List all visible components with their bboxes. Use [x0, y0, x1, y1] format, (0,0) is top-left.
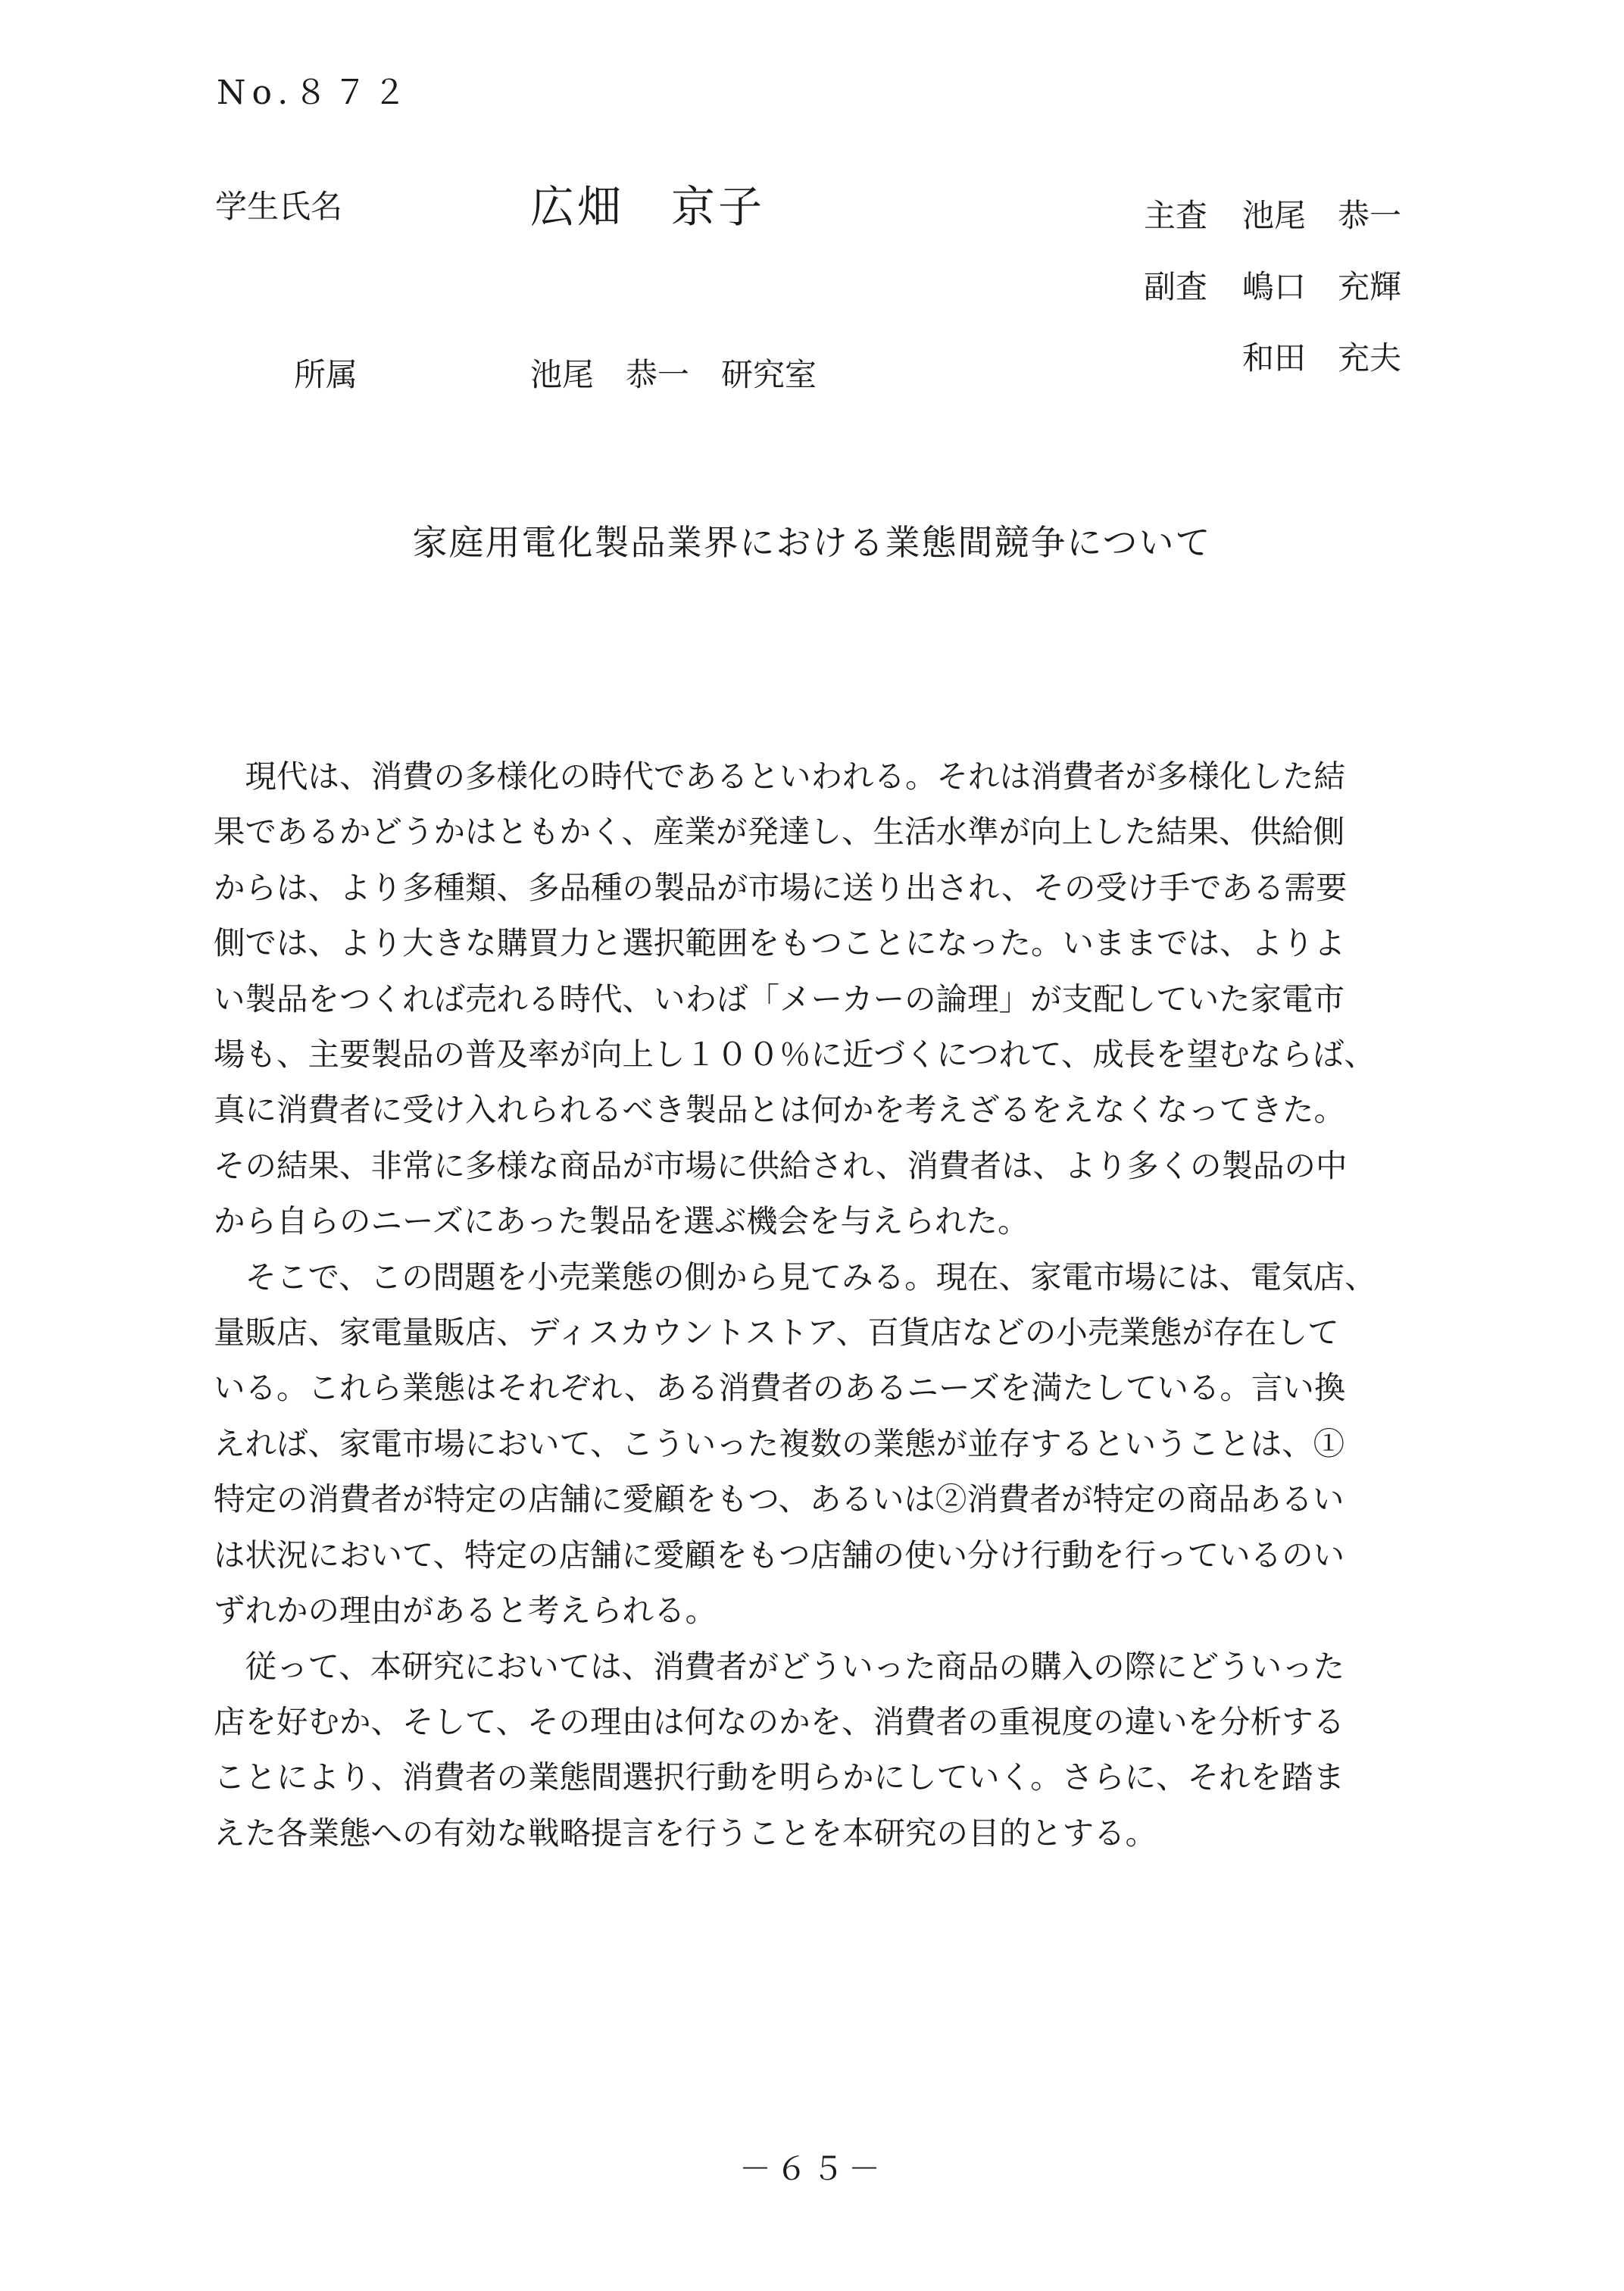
affiliation-value: 池尾 恭一 研究室 — [530, 356, 817, 393]
examiner-row-chief — [1144, 180, 1401, 252]
student-name: 広畑 京子 — [530, 181, 766, 233]
text-line: 量販店、家電量販店、ディスカウントストア、百貨店などの小売業態が存在して — [214, 1314, 1339, 1352]
examiner-role: 主査 — [1144, 197, 1208, 234]
text-line: 側では、より大きな購買力と選択範囲をもつことになった。いままでは、よりよ — [214, 924, 1346, 962]
thesis-title: 家庭用電化製品業界における業態間競争について — [412, 522, 1212, 563]
text-line: 店を好むか、そして、その理由は何なのかを、消費者の重視度の違いを分析する — [214, 1702, 1345, 1740]
text-line: そこで、この問題を小売業態の側から見てみる。現在、家電市場には、電気店、 — [214, 1258, 1376, 1296]
paragraph — [214, 1639, 1456, 1861]
paragraph — [214, 749, 1456, 1249]
text-line: その結果、非常に多様な商品が市場に供給され、消費者は、より多くの製品の中 — [214, 1146, 1348, 1184]
paragraph — [214, 1249, 1456, 1639]
examiner-list — [1144, 180, 1401, 394]
text-line: ことにより、消費者の業態間選択行動を明らかにしていく。さらに、それを踏ま — [214, 1758, 1345, 1796]
text-line: いる。これら業態はそれぞれ、ある消費者のあるニーズを満たしている。言い換 — [214, 1369, 1346, 1407]
examiner-name: 池尾 恭一 — [1242, 197, 1402, 234]
text-line: は状況において、特定の店舗に愛顧をもつ店舗の使い分け行動を行っているのい — [214, 1536, 1345, 1574]
examiner-role: 副査 — [1144, 268, 1208, 305]
text-line: 従って、本研究においては、消費者がどういった商品の購入の際にどういった — [214, 1647, 1345, 1685]
document-number: No.８７２ — [217, 73, 413, 112]
examiner-name: 和田 充夫 — [1242, 339, 1402, 377]
student-name-label: 学生氏名 — [215, 188, 343, 225]
text-line: 場も、主要製品の普及率が向上し１００％に近づくにつれて、成長を望むならば、 — [214, 1036, 1376, 1074]
text-line: えた各業態への有効な戦略提言を行うことを本研究の目的とする。 — [214, 1814, 1157, 1852]
text-line: から自らのニーズにあった製品を選ぶ機会を与えられた。 — [214, 1202, 1029, 1240]
page-number: －６５－ — [739, 2150, 885, 2187]
text-line: い製品をつくれば売れる時代、いわば「メーカーの論理」が支配していた家電市 — [214, 980, 1345, 1017]
abstract-body — [214, 749, 1456, 1861]
examiner-row-sub-2 — [1144, 323, 1401, 394]
text-line: 果であるかどうかはともかく、産業が発達し、生活水準が向上した結果、供給側 — [214, 813, 1345, 851]
text-line: えれば、家電市場において、こういった複数の業態が並存するということは、① — [214, 1424, 1345, 1462]
text-line: 現代は、消費の多様化の時代であるといわれる。それは消費者が多様化した結 — [214, 758, 1346, 795]
examiner-name: 嶋口 充輝 — [1242, 268, 1402, 305]
text-line: 真に消費者に受け入れられるべき製品とは何かを考えざるをえなくなってきた。 — [214, 1091, 1346, 1129]
text-line: ずれかの理由があると考えられる。 — [214, 1592, 717, 1630]
examiner-role — [1144, 323, 1242, 394]
affiliation-label: 所属 — [294, 356, 358, 393]
examiner-row-sub — [1144, 252, 1401, 323]
text-line: からは、より多種類、多品種の製品が市場に送り出され、その受け手である需要 — [214, 868, 1348, 906]
text-line: 特定の消費者が特定の店舗に愛顧をもつ、あるいは②消費者が特定の商品あるい — [214, 1480, 1344, 1518]
